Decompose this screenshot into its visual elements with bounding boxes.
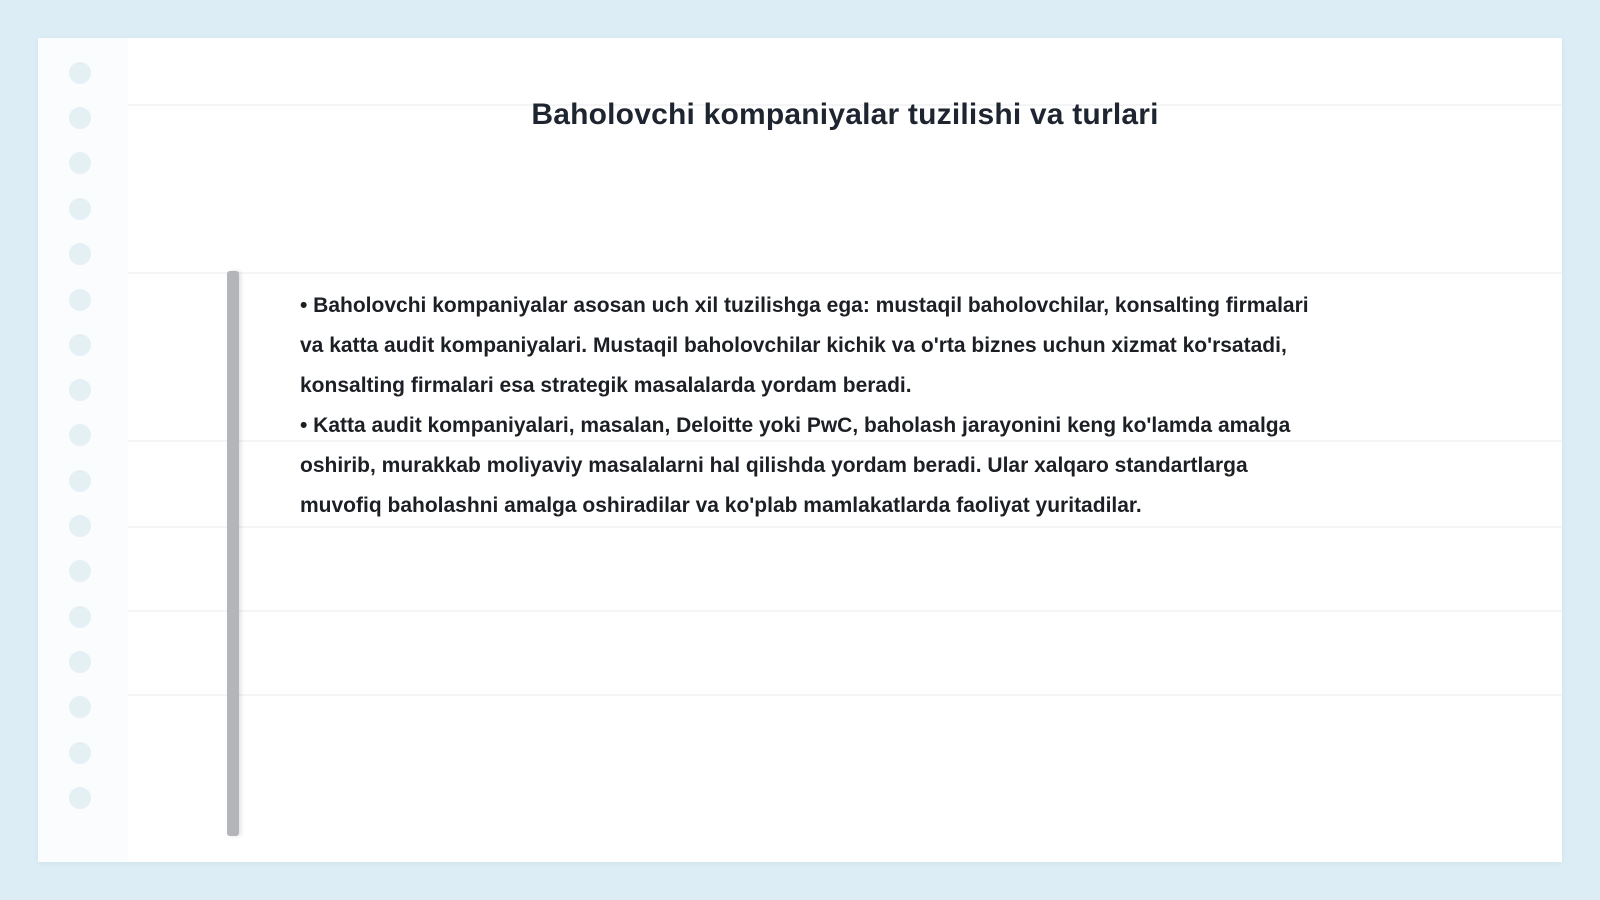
binding-hole [69,742,91,764]
bullet-item: • Baholovchi kompaniyalar asosan uch xil tuzilishga ega: mustaqil baholovchilar, konsalting firmalari va katta audit kompaniyalari. Mustaqil baholovchilar kichik va o'rta biznes uchun xizmat ko'rsatadi, konsalting firmalari esa strategik masalalarda yordam beradi. [300,294,1309,397]
ruled-line [128,526,1562,528]
ruled-line [128,694,1562,696]
notebook-page [38,38,1562,862]
bullet-item: • Katta audit kompaniyalari, masalan, Deloitte yoki PwC, baholash jarayonini keng ko'lamda amalga oshirib, murakkab moliyaviy masalalarni hal qilishda yordam beradi. Ular xalqaro standartlarga muvofiq baholashni amalga oshiradilar va ko'plab mamlakatlarda faoliyat yuritadilar. [300,414,1291,517]
ruled-line [128,272,1562,274]
slide-title: Baholovchi kompaniyalar tuzilishi va turlari [531,98,1159,131]
binding-hole [69,289,91,311]
binding-hole [69,515,91,537]
binding-hole [69,606,91,628]
binding-hole [69,787,91,809]
binding-hole [69,470,91,492]
notebook-binding [38,38,128,862]
binding-hole [69,560,91,582]
ruled-line [128,610,1562,612]
binding-hole [69,243,91,265]
binding-hole [69,107,91,129]
slide-body [300,286,1320,526]
binding-hole [69,62,91,84]
binding-hole [69,379,91,401]
binding-hole [69,334,91,356]
binding-hole [69,696,91,718]
binding-hole [69,152,91,174]
binding-hole [69,651,91,673]
accent-bar [227,271,239,836]
binding-hole [69,424,91,446]
binding-hole [69,198,91,220]
